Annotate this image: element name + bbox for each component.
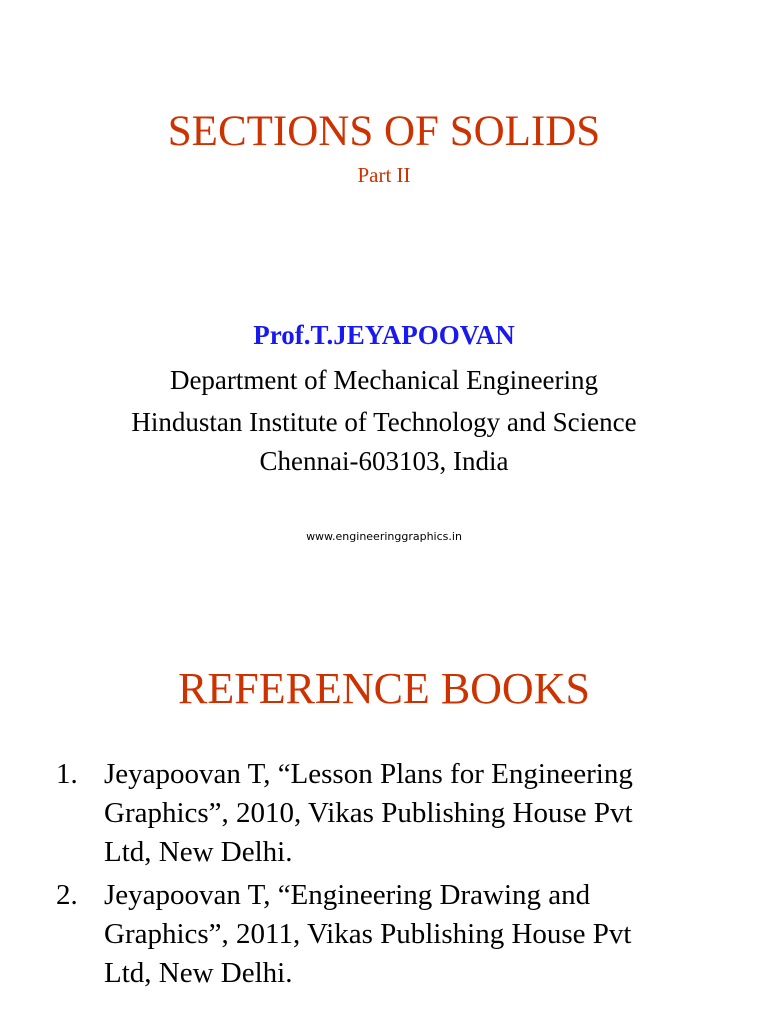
author-name: Prof.T.JEYAPOOVAN [253,320,515,350]
slide-subtitle: Part II [357,163,411,187]
reference-slide [0,572,768,1024]
reference-item [56,755,746,872]
reference-books-heading: REFERENCE BOOKS [178,664,590,713]
reference-line: Ltd, New Delhi. [104,957,293,989]
reference-item [56,876,746,993]
website-url: www.engineeringgraphics.in [306,530,462,543]
reference-line: Jeyapoovan T, “Engineering Drawing and [104,879,591,911]
reference-line: Graphics”, 2011, Vikas Publishing House Pvt [104,918,632,950]
reference-number: 1. [56,758,78,790]
department-name: Department of Mechanical Engineering [169,365,599,395]
slide-title: SECTIONS OF SOLIDS [167,108,601,155]
reference-list [56,755,746,997]
institute-location: Chennai-603103, India [259,446,509,476]
reference-line: Graphics”, 2010, Vikas Publishing House Pvt [104,797,633,829]
reference-line: Ltd, New Delhi. [104,836,293,868]
institute-name: Hindustan Institute of Technology and Science [131,407,637,437]
reference-line: Jeyapoovan T, “Lesson Plans for Engineering [104,758,633,790]
reference-number: 2. [56,879,78,911]
